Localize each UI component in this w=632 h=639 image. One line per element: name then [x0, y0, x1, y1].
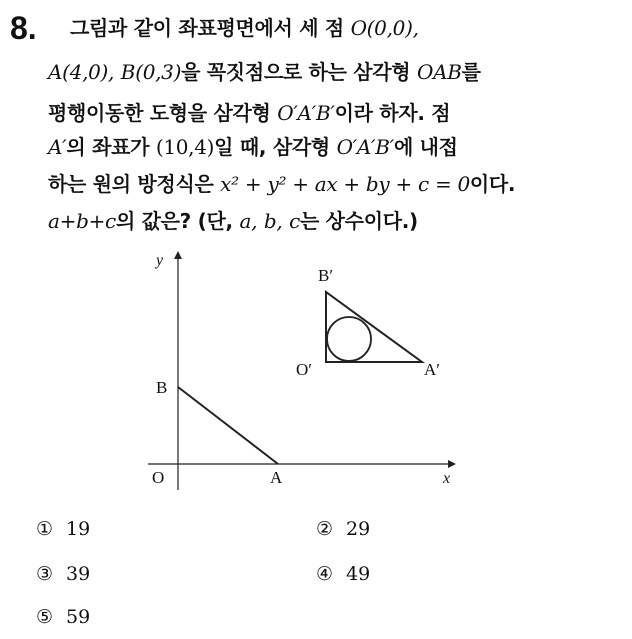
- choice-value: 19: [66, 518, 91, 540]
- y-axis-label: y: [156, 252, 164, 269]
- question-text: 평행이동한 도형을 삼각형: [48, 101, 271, 125]
- label-O-prime: O′: [296, 360, 312, 379]
- choice-2[interactable]: [316, 518, 370, 540]
- question-text: 일 때, 삼각형: [214, 135, 330, 159]
- triangle-OAB-hypotenuse: [178, 387, 278, 464]
- math-point-A-prime: A′: [48, 135, 67, 159]
- math-b: b,: [263, 209, 283, 233]
- choice-marker: ④: [316, 563, 334, 585]
- math-c: c: [289, 209, 300, 233]
- question-line-1: [70, 12, 419, 41]
- question-line-6: [48, 205, 418, 234]
- x-axis-label: x: [443, 470, 451, 487]
- choice-marker: ⑤: [36, 606, 54, 628]
- choice-marker: ②: [316, 518, 334, 540]
- label-A: A: [270, 468, 283, 487]
- math-coordinate: (10,4): [155, 135, 215, 159]
- question-line-2: [48, 56, 481, 85]
- math-triangle-prime: O′A′B′: [336, 135, 394, 159]
- label-A-prime: A′: [424, 360, 440, 379]
- label-B: B: [156, 378, 168, 397]
- question-line-5: [48, 168, 515, 197]
- triangle-OAB-prime: [326, 292, 422, 362]
- choice-3[interactable]: [36, 563, 90, 585]
- y-axis-arrow-icon: [174, 251, 182, 259]
- label-B-prime: B′: [318, 266, 334, 285]
- math-circle-equation: x² + y² + ax + by + c = 0: [220, 172, 470, 196]
- question-text: 을 꼭짓점으로 하는 삼각형: [181, 60, 411, 84]
- inscribed-circle: [327, 317, 371, 361]
- question-text: 의 좌표가: [66, 135, 150, 159]
- question-text: 는 상수이다.): [299, 209, 418, 233]
- math-triangle-OAB: OAB: [417, 60, 462, 84]
- question-line-4: [48, 131, 458, 160]
- choice-1[interactable]: [36, 518, 90, 540]
- math-point-A: A(4,0),: [48, 60, 115, 84]
- choice-value: 29: [346, 518, 371, 540]
- math-point-B: B(0,3): [120, 60, 182, 84]
- question-text: 하는 원의 방정식은: [48, 172, 214, 196]
- coordinate-figure: [130, 245, 460, 495]
- question-line-3: [48, 97, 450, 126]
- choice-value: 59: [66, 606, 91, 628]
- math-sum: a+b+c: [48, 209, 116, 233]
- question-text: 그림과 같이 좌표평면에서 세 점: [70, 16, 351, 40]
- question-text: 이라 하자. 점: [334, 101, 451, 125]
- question-text: 를: [461, 60, 481, 84]
- math-a: a,: [239, 209, 258, 233]
- question-number: 8.: [10, 10, 37, 46]
- math-triangle-prime: O′A′B′: [277, 101, 335, 125]
- label-O: O: [152, 468, 165, 487]
- choice-marker: ①: [36, 518, 54, 540]
- choice-4[interactable]: [316, 563, 370, 585]
- question-text: 의 값은? (단,: [115, 209, 233, 233]
- x-axis-arrow-icon: [448, 460, 456, 468]
- choice-value: 39: [66, 563, 91, 585]
- question-text: 에 내접: [393, 135, 458, 159]
- question-text: 이다.: [469, 172, 516, 196]
- math-point-O: O(0,0),: [350, 16, 419, 40]
- choice-marker: ③: [36, 563, 54, 585]
- choice-value: 49: [346, 563, 371, 585]
- choice-5[interactable]: [36, 606, 90, 628]
